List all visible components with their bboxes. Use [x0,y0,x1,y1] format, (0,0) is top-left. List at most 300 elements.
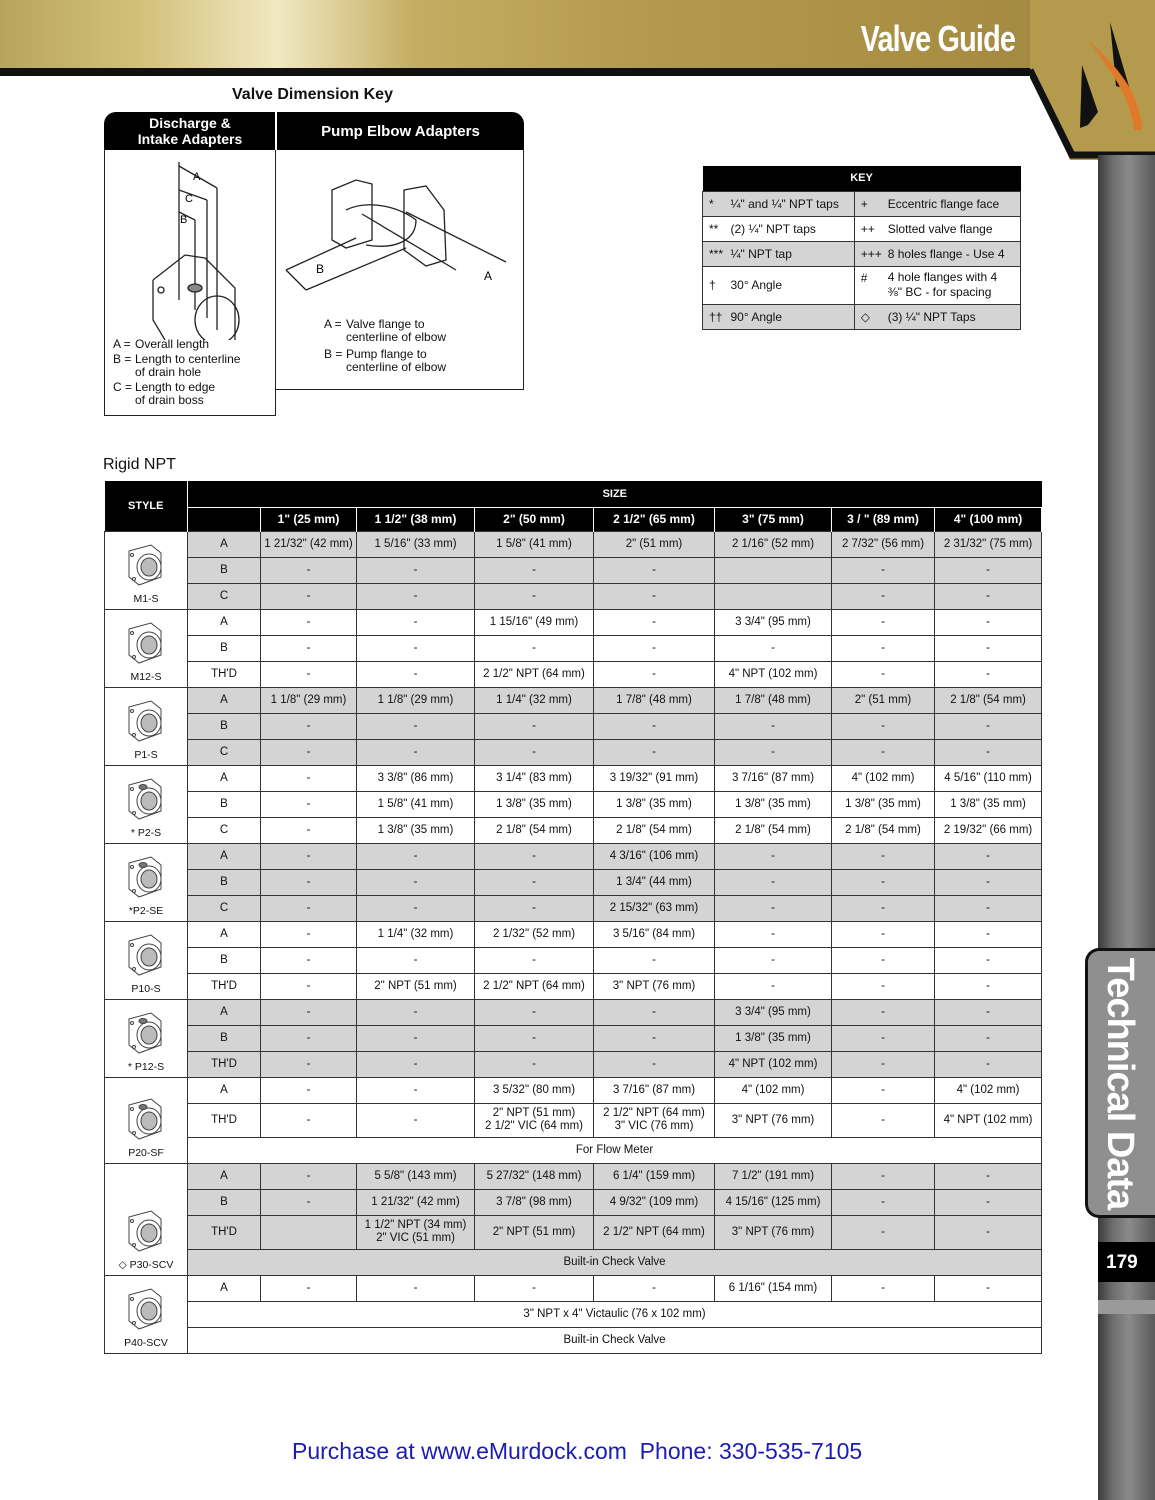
discharge-intake-header: Discharge & Intake Adapters [137,115,243,147]
dimension-value: - [715,895,832,921]
pump-elbow-panel [276,150,524,390]
table-row [105,687,1042,713]
dimension-value: - [357,1275,475,1301]
dimension-value: - [594,635,715,661]
dimension-value: 4" NPT (102 mm) [715,1051,832,1077]
dimension-value: 3 3/8" (86 mm) [357,765,475,791]
dimension-value: - [832,843,935,869]
dimension-value: - [594,739,715,765]
dimension-value: - [935,583,1042,609]
style-cell [105,687,188,765]
style-cell [105,531,188,609]
dimension-label: TH'D [188,1051,261,1077]
svg-text:C: C [185,193,193,205]
dimension-value: 2 1/2" NPT (64 mm) [475,661,594,687]
dimension-label: B [188,1025,261,1051]
dimension-value: - [475,1275,594,1301]
dimension-value: - [935,635,1042,661]
dimension-value: 2" NPT (51 mm) [475,1215,594,1249]
dimension-label: A [188,1163,261,1189]
table-row [105,739,1042,765]
svg-text:A: A [484,269,493,283]
dimension-label: A [188,687,261,713]
dimension-value: - [261,973,357,999]
discharge-intake-panel [104,150,276,416]
dimension-value: - [935,609,1042,635]
dimension-value: 3" NPT (76 mm) [715,1103,832,1137]
dimension-value: 3 7/16" (87 mm) [594,1077,715,1103]
dimension-value: 6 1/16" (154 mm) [715,1275,832,1301]
dimension-value: - [261,1051,357,1077]
dimension-value [715,557,832,583]
table-note: 3" NPT x 4" Victaulic (76 x 102 mm) [188,1301,1042,1327]
dimension-value: 2 1/2" NPT (64 mm) [475,973,594,999]
dimension-value: - [357,843,475,869]
dimension-value: 1 3/8" (35 mm) [715,791,832,817]
dimension-value: - [832,869,935,895]
dimension-value: 4 3/16" (106 mm) [594,843,715,869]
section-title: Rigid NPT [103,456,176,473]
style-name: ◇ P30-SCV [118,1258,174,1271]
size-header-4in: 4" (100 mm) [935,507,1042,531]
style-cell [105,1163,188,1275]
table-row [105,999,1042,1025]
dimension-label: A [188,531,261,557]
dimension-value: - [594,609,715,635]
dimension-label: C [188,895,261,921]
dimension-value: - [832,583,935,609]
dimension-value: 1 3/8" (35 mm) [832,791,935,817]
style-cell [105,921,188,999]
dimension-label: C [188,739,261,765]
dimension-value: 1 3/8" (35 mm) [594,791,715,817]
dimension-value: - [475,635,594,661]
dimension-value: 1 1/4" (32 mm) [357,921,475,947]
dimension-value: - [475,947,594,973]
dimension-value: - [261,635,357,661]
dimension-value: 1 3/4" (44 mm) [594,869,715,895]
dimension-value: - [261,1025,357,1051]
dimension-value: 3 1/4" (83 mm) [475,765,594,791]
dimension-value: 2 15/32" (63 mm) [594,895,715,921]
dimension-label: TH'D [188,973,261,999]
dimension-value: - [357,895,475,921]
dimension-label: B [188,791,261,817]
key-row: ** (2) ¼" NPT taps ++ Slotted valve flange [703,216,1021,241]
footer-purchase-info: Purchase at www.eMurdock.com Phone: 330-535-7105 [292,1438,863,1464]
dimension-value: - [935,843,1042,869]
dimension-value [715,583,832,609]
dimension-value: - [832,947,935,973]
dimension-value: - [832,1051,935,1077]
dimension-value: - [935,895,1042,921]
dimension-value: - [357,1103,475,1137]
dimension-label: TH'D [188,1103,261,1137]
dimension-value: - [261,1163,357,1189]
header-rule [0,68,1040,76]
dimension-value: - [832,999,935,1025]
symbol-key-table [702,166,1021,330]
dimension-value: - [594,1025,715,1051]
dimension-label: A [188,1077,261,1103]
table-row [105,557,1042,583]
dimension-value: - [261,1103,357,1137]
dimension-value: - [832,1189,935,1215]
brand-logo-icon [1030,0,1155,160]
dimension-value: - [475,895,594,921]
dimension-label: C [188,817,261,843]
dimension-value: - [715,635,832,661]
valve-style-icon [121,1009,171,1057]
svg-text:A: A [193,171,201,183]
dimension-label: B [188,947,261,973]
dimension-value: 4" (102 mm) [935,1077,1042,1103]
table-row [105,817,1042,843]
dimension-label: A [188,921,261,947]
style-name: P40-SCV [124,1336,168,1349]
dimension-value: - [594,713,715,739]
dimension-value: - [715,947,832,973]
table-row [105,895,1042,921]
dimension-value: - [715,973,832,999]
rigid-npt-table [104,481,1042,1354]
dimension-value: 2" (51 mm) [594,531,715,557]
key-row: † 30° Angle # 4 hole flanges with 4 ⅜" BC - for spacing [703,266,1021,304]
size-header-2in: 2" (50 mm) [475,507,594,531]
dimension-value: 4 15/16" (125 mm) [715,1189,832,1215]
svg-text:B: B [180,214,188,226]
dimension-value: - [357,1051,475,1077]
table-note-row [105,1249,1042,1275]
dimension-value: 2" (51 mm) [832,687,935,713]
dimension-value: - [475,869,594,895]
pump-elbow-legend: A = Valve flange to centerline of elbow B = Pump flange to centerline of elbow [324,317,447,374]
table-row [105,1077,1042,1103]
dimension-value: 1 15/16" (49 mm) [475,609,594,635]
dimension-label: A [188,843,261,869]
style-cell [105,843,188,921]
dimension-value: 2 19/32" (66 mm) [935,817,1042,843]
dimension-value: 7 1/2" (191 mm) [715,1163,832,1189]
dimension-value: - [832,661,935,687]
table-note: Built-in Check Valve [188,1249,1042,1275]
dimension-value: 4" NPT (102 mm) [935,1103,1042,1137]
dimension-value: - [357,661,475,687]
pump-elbow-header: Pump Elbow Adapters [321,123,480,140]
dimension-value: - [832,1163,935,1189]
table-row [105,921,1042,947]
size-column-header: SIZE [188,481,1042,507]
size-header-1in: 1" (25 mm) [261,507,357,531]
sidebar-stripe [1098,1300,1155,1314]
dimension-value: 2 1/8" (54 mm) [935,687,1042,713]
section-sidebar [1098,155,1155,1500]
style-cell [105,765,188,843]
dimension-label: B [188,713,261,739]
table-row [105,713,1042,739]
dimension-value: - [935,947,1042,973]
style-column-header: STYLE [105,481,188,531]
dimension-label: C [188,583,261,609]
dimension-value: 1 5/16" (33 mm) [357,531,475,557]
dimension-value: 2 31/32" (75 mm) [935,531,1042,557]
dimension-value: - [935,921,1042,947]
dimension-value: 4 9/32" (109 mm) [594,1189,715,1215]
dimension-value: - [832,1215,935,1249]
dimension-value: 2 1/2" NPT (64 mm) [594,1215,715,1249]
dimension-value: 1 3/8" (35 mm) [935,791,1042,817]
dimension-value: 3 5/32" (80 mm) [475,1077,594,1103]
dimension-value: - [261,1275,357,1301]
table-row [105,531,1042,557]
dimension-value: - [475,1025,594,1051]
dimension-value: 2 1/8" (54 mm) [832,817,935,843]
table-row [105,635,1042,661]
style-name: M12-S [130,670,162,683]
table-note: For Flow Meter [188,1137,1042,1163]
dimension-value: - [935,973,1042,999]
style-cell [105,1275,188,1353]
dimension-value: 1 7/8" (48 mm) [715,687,832,713]
dimension-value: - [832,557,935,583]
dimension-value: - [475,583,594,609]
dimension-value: - [594,557,715,583]
dimension-value: - [832,921,935,947]
dimension-label: A [188,999,261,1025]
dimension-value: - [594,947,715,973]
style-name: P10-S [131,982,161,995]
dimension-value: - [261,947,357,973]
table-row [105,1103,1042,1137]
dimension-value: - [261,921,357,947]
valve-style-icon [121,775,171,823]
dimension-value: 1 3/8" (35 mm) [715,1025,832,1051]
dimension-value: - [935,1189,1042,1215]
dimension-value: - [832,609,935,635]
dimension-value: 3 7/8" (98 mm) [475,1189,594,1215]
dimension-value: - [475,557,594,583]
table-row [105,947,1042,973]
discharge-adapter-diagram-icon [105,150,277,340]
dimension-value: 2 1/32" (52 mm) [475,921,594,947]
dimension-value: 2 1/2" NPT (64 mm) 3" VIC (76 mm) [594,1103,715,1137]
dimension-value: - [261,843,357,869]
dimension-label: TH'D [188,661,261,687]
valve-style-icon [121,853,171,901]
dimension-value: - [261,791,357,817]
table-row [105,1189,1042,1215]
dimension-value: 2 1/16" (52 mm) [715,531,832,557]
dimension-value: 5 5/8" (143 mm) [357,1163,475,1189]
dimension-value: - [261,999,357,1025]
dimension-value: - [357,557,475,583]
dimension-value: - [357,713,475,739]
size-header-3-5in: 3 / " (89 mm) [832,507,935,531]
dimension-value: - [832,1077,935,1103]
dimension-label: A [188,765,261,791]
table-row [105,973,1042,999]
valve-style-icon [121,619,171,667]
dimension-label: B [188,869,261,895]
dimension-value: - [935,661,1042,687]
dimension-value: - [935,1051,1042,1077]
dimension-value: - [715,843,832,869]
dimension-value: - [832,739,935,765]
dimension-value: 1 1/2" NPT (34 mm) 2" VIC (51 mm) [357,1215,475,1249]
dimension-value: - [935,1215,1042,1249]
key-table-title: KEY [703,166,1021,191]
dimension-value: - [261,713,357,739]
dimension-value: 4 5/16" (110 mm) [935,765,1042,791]
dimension-value: - [357,869,475,895]
dimension-value: 2 1/8" (54 mm) [594,817,715,843]
dimension-value: - [261,739,357,765]
dimension-value: 2" NPT (51 mm) [357,973,475,999]
table-row [105,765,1042,791]
dimension-value: - [832,1275,935,1301]
style-cell [105,609,188,687]
dimension-label: B [188,1189,261,1215]
dimension-value: 6 1/4" (159 mm) [594,1163,715,1189]
dimension-label: A [188,609,261,635]
dimension-value: - [935,999,1042,1025]
dimension-value: 3 5/16" (84 mm) [594,921,715,947]
dimension-value: - [261,583,357,609]
dimension-value: - [475,1051,594,1077]
valve-style-icon [121,1207,171,1255]
page-title: Valve Guide [860,18,1015,59]
key-row: * ¼" and ¼" NPT taps + Eccentric flange face [703,191,1021,216]
dimension-value: 5 27/32" (148 mm) [475,1163,594,1189]
dimension-value: 1 5/8" (41 mm) [357,791,475,817]
table-row [105,583,1042,609]
style-name: * P12-S [127,1060,165,1073]
dimension-value: - [357,609,475,635]
dimension-value: 1 3/8" (35 mm) [475,791,594,817]
dimension-value: 1 1/8" (29 mm) [261,687,357,713]
dimension-value: - [832,713,935,739]
dimension-value: - [475,843,594,869]
dimension-value: - [594,661,715,687]
table-row [105,869,1042,895]
dimension-value: - [475,999,594,1025]
dimension-value: - [715,869,832,895]
dimension-value: 1 1/8" (29 mm) [357,687,475,713]
dimension-value: 1 1/4" (32 mm) [475,687,594,713]
dimension-value: - [832,973,935,999]
dimension-value: 1 21/32" (42 mm) [261,531,357,557]
size-header-3in: 3" (75 mm) [715,507,832,531]
table-note-row [105,1327,1042,1353]
dimension-value [261,1215,357,1249]
dimension-value: 2 1/8" (54 mm) [475,817,594,843]
page-number: 179 [1106,1252,1138,1273]
dimension-value: - [594,1275,715,1301]
dimension-value: 1 5/8" (41 mm) [475,531,594,557]
valve-style-icon [121,1285,171,1333]
dimension-value: - [594,999,715,1025]
svg-text:B: B [316,262,325,276]
dimension-value: - [832,1103,935,1137]
dimension-value: - [261,1077,357,1103]
table-row [105,1163,1042,1189]
dimension-value: 3 3/4" (95 mm) [715,999,832,1025]
style-name: P20-SF [128,1146,164,1159]
dimension-value: - [935,1025,1042,1051]
dimension-value: - [935,557,1042,583]
dimension-value: - [357,1077,475,1103]
dimension-value: - [715,921,832,947]
dimension-value: - [832,895,935,921]
valve-style-icon [121,697,171,745]
valve-style-icon [121,541,171,589]
dimension-value: - [832,635,935,661]
dimension-value: - [357,583,475,609]
dimension-value: - [475,739,594,765]
dimension-value: 3 3/4" (95 mm) [715,609,832,635]
valve-style-icon [121,931,171,979]
dimension-value: 3" NPT (76 mm) [594,973,715,999]
dimension-value: - [594,583,715,609]
dimension-value: 4" (102 mm) [715,1077,832,1103]
dimension-value: - [261,1189,357,1215]
style-name: M1-S [133,592,159,605]
dimension-value: 3" NPT (76 mm) [715,1215,832,1249]
dimension-value: - [715,713,832,739]
dimension-value: - [261,817,357,843]
dimension-value: - [935,869,1042,895]
table-row [105,791,1042,817]
style-name: P1-S [134,748,158,761]
dimension-value: - [935,1275,1042,1301]
table-note: Built-in Check Valve [188,1327,1042,1353]
table-row [105,1025,1042,1051]
dimension-value: - [261,661,357,687]
table-row [105,1275,1042,1301]
dimension-value: 1 3/8" (35 mm) [357,817,475,843]
dimension-value: 2 7/32" (56 mm) [832,531,935,557]
dimension-value: 2" NPT (51 mm) 2 1/2" VIC (64 mm) [475,1103,594,1137]
section-tab-label: Technical Data [1099,957,1142,1209]
table-row [105,609,1042,635]
dimension-value: - [357,947,475,973]
dimension-value: - [261,557,357,583]
dimension-value: 3 19/32" (91 mm) [594,765,715,791]
dimension-label: B [188,557,261,583]
table-row [105,1215,1042,1249]
dimension-value: 4" NPT (102 mm) [715,661,832,687]
valve-style-icon [121,1095,171,1143]
dimension-label: TH'D [188,1215,261,1249]
table-row [105,1051,1042,1077]
dimension-value: - [935,739,1042,765]
dimension-value: 3 7/16" (87 mm) [715,765,832,791]
dimension-value: - [357,1025,475,1051]
dimension-value: - [475,713,594,739]
key-row: †† 90° Angle ◇ (3) ¼" NPT Taps [703,304,1021,329]
dimension-label: B [188,635,261,661]
style-name: *P2-SE [128,904,164,917]
dimension-value: - [357,739,475,765]
dimension-value: - [261,869,357,895]
dimension-value: - [935,1163,1042,1189]
table-row [105,843,1042,869]
dimension-value: - [261,765,357,791]
pump-elbow-diagram-icon [276,150,524,320]
style-cell [105,1077,188,1163]
dimension-key [104,112,524,416]
style-name: * P2-S [130,826,162,839]
